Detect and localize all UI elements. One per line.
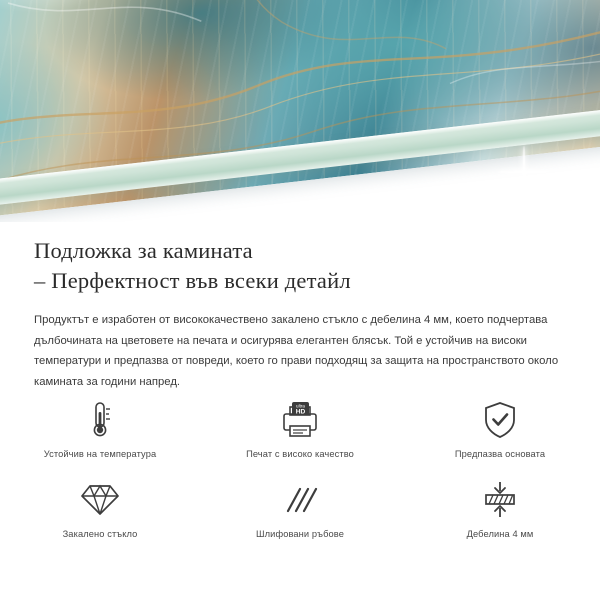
feature-label: Предпазва основата bbox=[454, 449, 546, 459]
headline-line-1: Подложка за камината bbox=[34, 238, 253, 263]
hero-image-inner bbox=[0, 0, 600, 222]
shield-check-icon bbox=[482, 399, 518, 441]
feature-item-protects-base bbox=[400, 395, 600, 467]
feature-label: Шлифовани ръбове bbox=[256, 529, 344, 539]
feature-item-polished-edges bbox=[200, 475, 400, 547]
page-title bbox=[0, 222, 600, 296]
feature-label: Печат с високо качество bbox=[246, 449, 354, 459]
feature-item-temperature bbox=[0, 395, 200, 467]
diamond-icon bbox=[80, 479, 120, 521]
headline-line-2: – Перфектност във всеки детайл bbox=[34, 268, 351, 293]
hero-image bbox=[0, 0, 600, 222]
feature-item-thickness bbox=[400, 475, 600, 547]
ultra-hd-icon bbox=[278, 399, 322, 441]
feature-item-print-quality bbox=[200, 395, 400, 467]
text-content bbox=[0, 222, 600, 392]
sparkle-icon bbox=[546, 176, 578, 208]
feature-label: Закалено стъкло bbox=[62, 529, 138, 539]
polished-edges-icon bbox=[280, 479, 320, 521]
feature-item-tempered-glass bbox=[0, 475, 200, 547]
feature-grid bbox=[0, 395, 600, 547]
svg-text:HD: HD bbox=[295, 408, 306, 416]
svg-text:ultra: ultra bbox=[296, 403, 305, 409]
thermometer-icon bbox=[85, 399, 115, 441]
feature-label: Устойчив на температура bbox=[43, 449, 157, 459]
thickness-icon bbox=[480, 479, 520, 521]
body-paragraph: Продуктът е изработен от висококачествено закалено стъкло с дебелина 4 мм, което подчертава дълбочината на цветовете на печата и осигурява елегантен блясък. Той е устойчив на високи температури и предпазва от повреди, което го прави подходящ за защита на пространството около камината за години напред. bbox=[34, 314, 559, 388]
feature-label: Дебелина 4 мм bbox=[466, 529, 534, 539]
